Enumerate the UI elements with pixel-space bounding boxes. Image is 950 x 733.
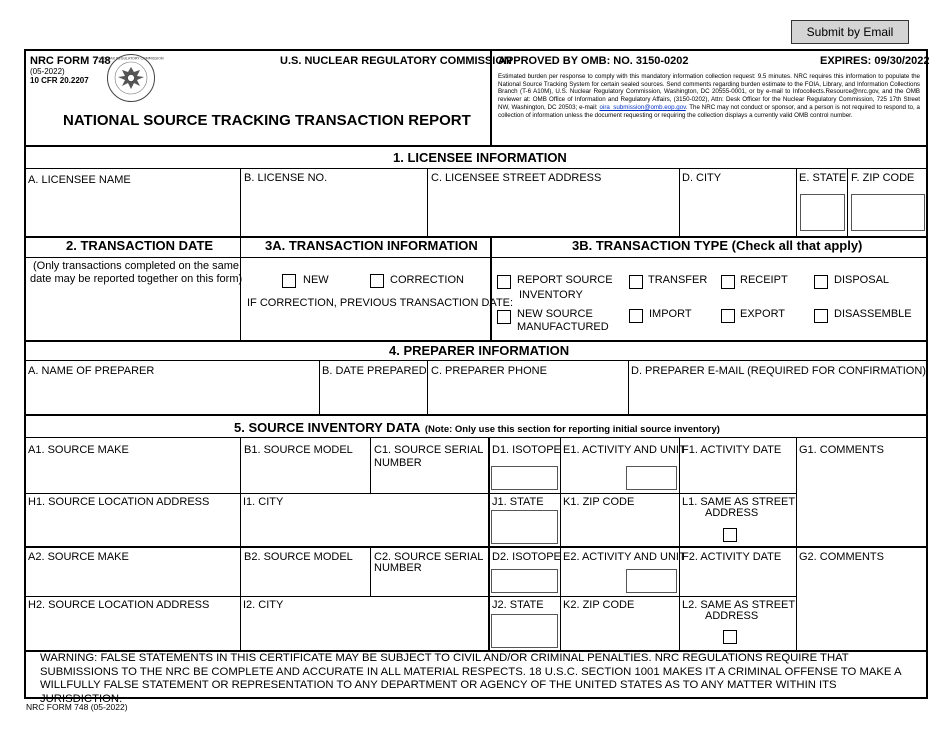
new-source-label: MANUFACTURED bbox=[517, 321, 609, 333]
omb-approval: APPROVED BY OMB: NO. 3150-0202 bbox=[498, 55, 689, 67]
import-label: IMPORT bbox=[649, 308, 692, 320]
nrc-seal-icon bbox=[98, 53, 164, 103]
city-2-label: I2. CITY bbox=[243, 599, 284, 611]
serial-number-1-label: C1. SOURCE SERIAL bbox=[374, 444, 484, 456]
isotope-1-input[interactable] bbox=[491, 466, 558, 490]
disposal-checkbox[interactable] bbox=[814, 275, 828, 289]
export-label: EXPORT bbox=[740, 308, 786, 320]
activity-unit-2-label: E2. ACTIVITY AND UNIT bbox=[563, 551, 686, 563]
new-source-manufactured-checkbox[interactable] bbox=[497, 310, 511, 324]
state-2-label: J2. STATE bbox=[492, 599, 544, 611]
cfr-reference: 10 CFR 20.2207 bbox=[30, 76, 89, 85]
same-as-street-1-label: L1. SAME AS STREET bbox=[682, 496, 796, 508]
previous-date-label: IF CORRECTION, PREVIOUS TRANSACTION DATE: bbox=[247, 297, 514, 309]
same-as-street-1-checkbox[interactable] bbox=[723, 528, 737, 542]
activity-date-2-label: F2. ACTIVITY DATE bbox=[682, 551, 782, 563]
report-source-label: INVENTORY bbox=[519, 289, 583, 301]
activity-unit-1-input[interactable] bbox=[626, 466, 677, 490]
preparer-phone-label: C. PREPARER PHONE bbox=[431, 365, 547, 377]
expiration-date: EXPIRES: 09/30/2022 bbox=[820, 55, 930, 67]
state-1-label: J1. STATE bbox=[492, 496, 544, 508]
serial-number-2-label: NUMBER bbox=[374, 562, 422, 574]
import-checkbox[interactable] bbox=[629, 309, 643, 323]
source-location-1-label: H1. SOURCE LOCATION ADDRESS bbox=[28, 496, 210, 508]
transaction-date-input[interactable] bbox=[30, 291, 235, 335]
disposal-label: DISPOSAL bbox=[834, 274, 890, 286]
activity-unit-1-label: E1. ACTIVITY AND UNIT bbox=[563, 444, 686, 456]
source-model-1-label: B1. SOURCE MODEL bbox=[244, 444, 353, 456]
new-source-label: NEW SOURCE bbox=[517, 308, 593, 320]
state-1-input[interactable] bbox=[491, 510, 558, 544]
section-2-title: 2. TRANSACTION DATE bbox=[66, 238, 214, 253]
divider bbox=[24, 168, 928, 169]
street-address-label: C. LICENSEE STREET ADDRESS bbox=[431, 172, 602, 184]
date-prepared-label: B. DATE PREPARED bbox=[322, 365, 427, 377]
form-title: NATIONAL SOURCE TRACKING TRANSACTION REPORT bbox=[63, 112, 471, 129]
same-as-street-1-label: ADDRESS bbox=[705, 507, 759, 519]
export-checkbox[interactable] bbox=[721, 309, 735, 323]
same-as-street-2-label: ADDRESS bbox=[705, 610, 759, 622]
section-4-title: 4. PREPARER INFORMATION bbox=[389, 343, 570, 358]
transaction-date-note: (Only transactions completed on the same bbox=[33, 260, 240, 272]
form-date: (05-2022) bbox=[30, 67, 65, 76]
disassemble-checkbox[interactable] bbox=[814, 309, 828, 323]
isotope-2-label: D2. ISOTOPE bbox=[492, 551, 561, 563]
license-no-label: B. LICENSE NO. bbox=[244, 172, 328, 184]
new-label: NEW bbox=[303, 274, 329, 286]
transfer-label: TRANSFER bbox=[648, 274, 708, 286]
source-model-2-label: B2. SOURCE MODEL bbox=[244, 551, 353, 563]
serial-number-2-label: C2. SOURCE SERIAL bbox=[374, 551, 484, 563]
disassemble-label: DISASSEMBLE bbox=[834, 308, 912, 320]
section-1-title: 1. LICENSEE INFORMATION bbox=[393, 150, 567, 165]
receipt-label: RECEIPT bbox=[740, 274, 788, 286]
serial-number-1-label: NUMBER bbox=[374, 457, 422, 469]
footer-form-number: NRC FORM 748 (05-2022) bbox=[26, 702, 128, 712]
submit-by-email-button[interactable]: Submit by Email bbox=[791, 20, 909, 44]
divider bbox=[24, 145, 928, 147]
preparer-email-label: D. PREPARER E-MAIL (REQUIRED FOR CONFIRMATION) bbox=[631, 365, 926, 377]
same-as-street-2-checkbox[interactable] bbox=[723, 630, 737, 644]
state-label: E. STATE bbox=[799, 172, 847, 184]
source-make-1-label: A1. SOURCE MAKE bbox=[28, 444, 129, 456]
form-number: NRC FORM 748 bbox=[30, 55, 111, 67]
correction-checkbox[interactable] bbox=[370, 274, 384, 288]
same-as-street-2-label: L2. SAME AS STREET bbox=[682, 599, 796, 611]
omb-email-link[interactable]: oira_submission@omb.eop.gov bbox=[599, 103, 686, 111]
state-input[interactable] bbox=[800, 194, 845, 231]
new-checkbox[interactable] bbox=[282, 274, 296, 288]
section-5-title: 5. SOURCE INVENTORY DATA (Note: Only use this section for reporting initial source inventory) bbox=[234, 420, 720, 435]
isotope-1-label: D1. ISOTOPE bbox=[492, 444, 561, 456]
comments-2-label: G2. COMMENTS bbox=[799, 551, 884, 563]
transaction-date-note: date may be reported together on this form) bbox=[30, 273, 243, 285]
receipt-checkbox[interactable] bbox=[721, 275, 735, 289]
zip-code-2-label: K2. ZIP CODE bbox=[563, 599, 635, 611]
source-make-2-label: A2. SOURCE MAKE bbox=[28, 551, 129, 563]
source-location-2-label: H2. SOURCE LOCATION ADDRESS bbox=[28, 599, 210, 611]
warning-statement: WARNING: FALSE STATEMENTS IN THIS CERTIFICATE MAY BE SUBJECT TO CIVIL AND/OR CRIMINAL PENALTIES. NRC REGULATIONS REQUIRE THAT SUBMISSIONS TO THE NRC BE COMPLETE AND ACCURATE IN ALL MATERIAL RESPECTS. 18 U.S.C. SECTION 1001 MAKES IT A CRIMINAL OFFENSE TO MAKE A WILLFULLY FALSE STATEMENT OR REPRESENTATION TO ANY DEPARTMENT OR AGENCY OF THE UNITED STATES AS TO ANY MATTER WITHIN ITS JURISDICTION. bbox=[40, 652, 901, 705]
zip-code-label: F. ZIP CODE bbox=[851, 172, 915, 184]
zip-code-input[interactable] bbox=[851, 194, 925, 231]
report-source-inventory-checkbox[interactable] bbox=[497, 275, 511, 289]
preparer-name-label: A. NAME OF PREPARER bbox=[28, 365, 155, 377]
report-source-label: REPORT SOURCE bbox=[517, 274, 613, 286]
isotope-2-input[interactable] bbox=[491, 569, 558, 593]
section-3a-title: 3A. TRANSACTION INFORMATION bbox=[265, 238, 478, 253]
activity-date-1-label: F1. ACTIVITY DATE bbox=[682, 444, 782, 456]
city-label: D. CITY bbox=[682, 172, 722, 184]
transfer-checkbox[interactable] bbox=[629, 275, 643, 289]
activity-unit-2-input[interactable] bbox=[626, 569, 677, 593]
comments-1-label: G1. COMMENTS bbox=[799, 444, 884, 456]
licensee-name-label: A. LICENSEE NAME bbox=[28, 174, 131, 186]
seal-text: NUCLEAR REGULATORY COMMISSION bbox=[98, 56, 164, 61]
section-3b-title: 3B. TRANSACTION TYPE (Check all that apply) bbox=[572, 238, 863, 253]
state-2-input[interactable] bbox=[491, 614, 558, 648]
correction-label: CORRECTION bbox=[390, 274, 464, 286]
previous-date-input[interactable] bbox=[247, 312, 485, 336]
city-1-label: I1. CITY bbox=[243, 496, 284, 508]
burden-statement: Estimated burden per response to comply with this mandatory information collection request: 9.5 minutes. NRC requires this information to populate the National Source Tracking System for certain sealed sources. Send comments regarding burden estimate to the FOIA, Library, and Information Collections Branch (T-6 A10M), U.S. Nuclear Regulatory Commission, Washington, DC 20555-0001, or by e-mail to Infocollects.Resource@nrc.gov, and the OMB reviewer at: OMB Office of Information and Regulatory Affairs, (3150-0202), Attn: Desk Officer for the Nuclear Regulatory Commission, 725 17th Street NW, Washington, DC 20503; e-mail: oira_submission@omb.eop.gov. The NRC may not conduct or sponsor, and a person is not required to respond to, a collection of information unless the document requesting or requiring the collection displays a currently valid OMB control number. bbox=[498, 73, 920, 119]
agency-name: U.S. NUCLEAR REGULATORY COMMISSION bbox=[280, 55, 512, 67]
zip-code-1-label: K1. ZIP CODE bbox=[563, 496, 635, 508]
